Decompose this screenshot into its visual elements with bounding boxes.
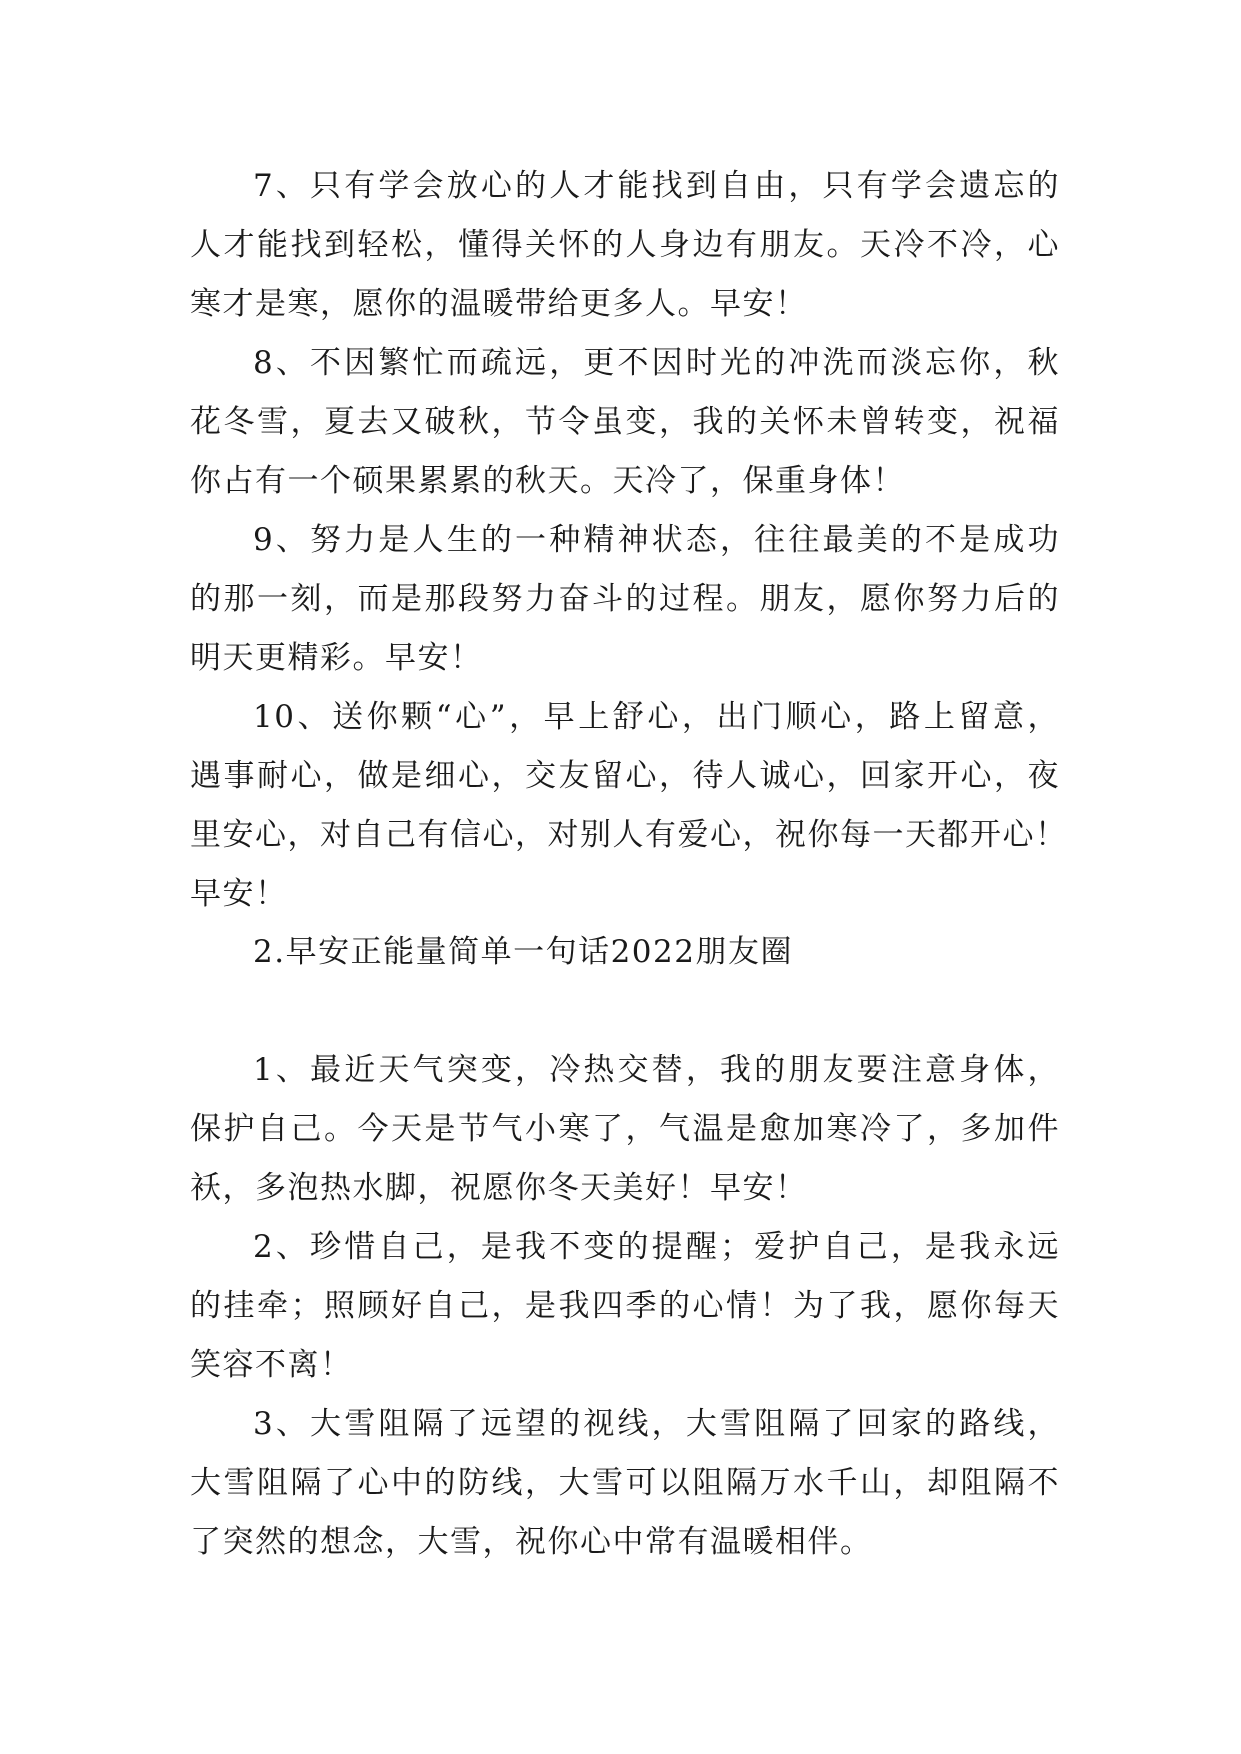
paragraph-line: 遇事耐心，做是细心，交友留心，待人诚心，回家开心，夜 [190,758,1060,794]
paragraph-line: 花冬雪，夏去又破秋，节令虽变，我的关怀未曾转变，祝福 [190,404,1060,440]
paragraph-line: 你占有一个硕果累累的秋天。天冷了，保重身体！ [190,463,905,499]
paragraph-line: 保护自己。今天是节气小寒了，气温是愈加寒冷了，多加件 [190,1111,1060,1147]
paragraph-line: 的挂牵；照顾好自己，是我四季的心情！为了我，愿你每天 [190,1288,1060,1324]
paragraph-line: 大雪阻隔了心中的防线，大雪可以阻隔万水千山，却阻隔不 [190,1465,1060,1501]
paragraph-line: 人才能找到轻松，懂得关怀的人身边有朋友。天冷不冷，心 [190,227,1060,263]
paragraph-line: 2、珍惜自己，是我不变的提醒；爱护自己，是我永远 [253,1229,1060,1265]
paragraph-line: 8、不因繁忙而疏远，更不因时光的冲洗而淡忘你，秋 [253,345,1060,381]
paragraph-line: 袄，多泡热水脚，祝愿你冬天美好！早安！ [190,1170,808,1206]
paragraph-line: 的那一刻，而是那段努力奋斗的过程。朋友，愿你努力后的 [190,581,1060,617]
section-heading: 2.早安正能量简单一句话2022朋友圈 [253,934,793,970]
paragraph-line: 笑容不离！ [190,1347,353,1383]
paragraph-line: 明天更精彩。早安！ [190,640,483,676]
paragraph-line: 早安！ [190,876,288,912]
paragraph-line: 9、努力是人生的一种精神状态，往往最美的不是成功 [253,522,1060,558]
paragraph-line: 了突然的想念，大雪，祝你心中常有温暖相伴。 [190,1524,873,1560]
paragraph-line: 7、只有学会放心的人才能找到自由，只有学会遗忘的 [253,168,1060,204]
paragraph-line: 里安心，对自己有信心，对别人有爱心，祝你每一天都开心！ [190,817,1068,853]
paragraph-line: 10、送你颗“心”，早上舒心，出门顺心，路上留意， [253,699,1060,735]
paragraph-line: 寒才是寒，愿你的温暖带给更多人。早安！ [190,286,808,322]
paragraph-line: 1、最近天气突变，冷热交替，我的朋友要注意身体， [253,1052,1060,1088]
paragraph-line: 3、大雪阻隔了远望的视线，大雪阻隔了回家的路线， [253,1406,1060,1442]
